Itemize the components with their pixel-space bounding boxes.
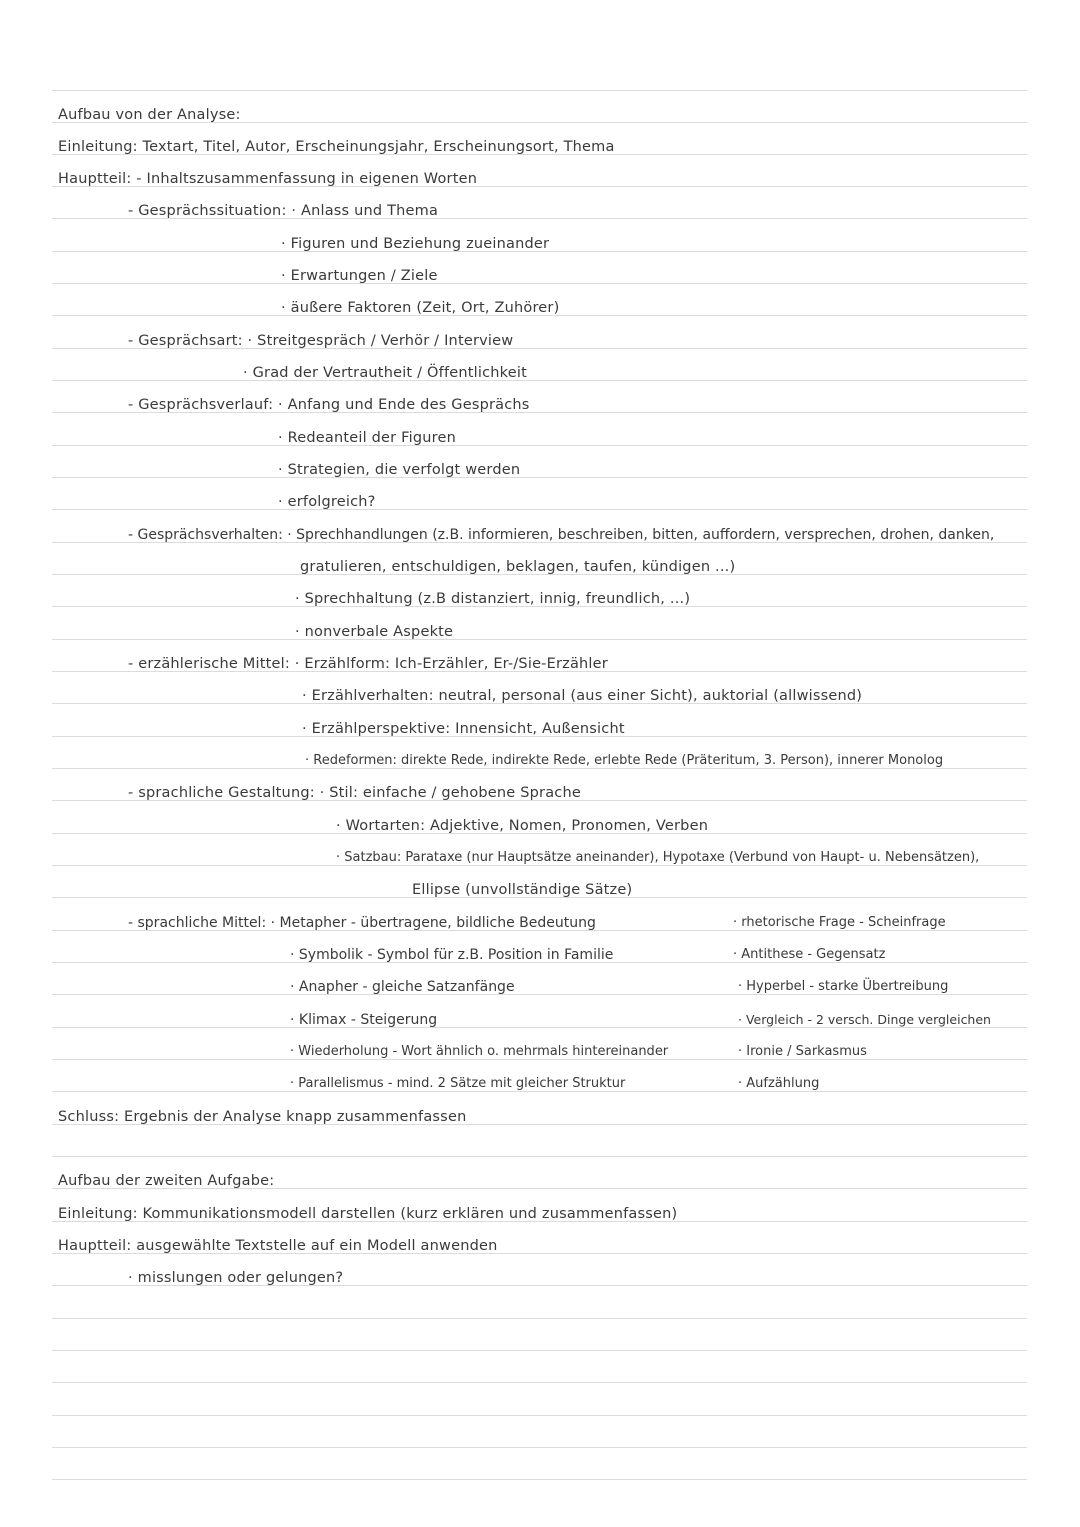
- list-item: · Erzählperspektive: Innensicht, Außensicht: [302, 721, 625, 737]
- gespraechssituation-label: - Gesprächssituation: · Anlass und Thema: [128, 203, 439, 219]
- list-item: · Grad der Vertrautheit / Öffentlichkeit: [243, 365, 527, 381]
- analysis-schluss: Schluss: Ergebnis der Analyse knapp zusammenfassen: [58, 1109, 467, 1125]
- rule-line: [52, 445, 1027, 446]
- rule-line: [52, 1447, 1027, 1448]
- rule-line: [52, 1318, 1027, 1319]
- second-task-einleitung: Einleitung: Kommunikationsmodell darstellen (kurz erklären und zusammenfassen): [58, 1206, 678, 1222]
- list-item: · Klimax - Steigerung: [290, 1012, 438, 1028]
- rule-line: [52, 90, 1027, 91]
- list-item: · Hyperbel - starke Übertreibung: [738, 979, 949, 994]
- erzaehlerische-mittel-label: - erzählerische Mittel: · Erzählform: Ich-Erzähler, Er-/Sie-Erzähler: [128, 656, 608, 672]
- list-item: · erfolgreich?: [278, 494, 376, 510]
- list-item: · Satzbau: Parataxe (nur Hauptsätze aneinander), Hypotaxe (Verbund von Haupt- u. Nebensätzen),: [336, 850, 980, 865]
- gespraechsart-label: - Gesprächsart: · Streitgespräch / Verhör / Interview: [128, 333, 514, 349]
- analysis-hauptteil: Hauptteil: - Inhaltszusammenfassung in eigenen Worten: [58, 171, 478, 187]
- list-item: · Parallelismus - mind. 2 Sätze mit gleicher Struktur: [290, 1076, 626, 1091]
- list-item: · Symbolik - Symbol für z.B. Position in Familie: [290, 947, 614, 963]
- sprachliche-gestaltung-label: - sprachliche Gestaltung: · Stil: einfache / gehobene Sprache: [128, 785, 581, 801]
- list-item: · Erzählverhalten: neutral, personal (aus einer Sicht), auktorial (allwissend): [302, 688, 863, 704]
- list-item: · Wortarten: Adjektive, Nomen, Pronomen, Verben: [336, 818, 709, 834]
- rule-line: [52, 1382, 1027, 1383]
- second-task-heading: Aufbau der zweiten Aufgabe:: [58, 1173, 275, 1189]
- list-item: · Ironie / Sarkasmus: [738, 1044, 867, 1059]
- list-item: · Wiederholung - Wort ähnlich o. mehrmals hintereinander: [290, 1044, 669, 1059]
- rule-line: [52, 509, 1027, 510]
- rule-line: [52, 283, 1027, 284]
- list-item: · Antithese - Gegensatz: [733, 947, 886, 962]
- analysis-heading: Aufbau von der Analyse:: [58, 107, 241, 123]
- list-item: · Redeanteil der Figuren: [278, 430, 456, 446]
- sprachliche-mittel-label: - sprachliche Mittel: · Metapher - übertragene, bildliche Bedeutung: [128, 915, 596, 931]
- list-item: · rhetorische Frage - Scheinfrage: [733, 915, 946, 930]
- second-task-hauptteil: Hauptteil: ausgewählte Textstelle auf ein Modell anwenden: [58, 1238, 498, 1254]
- rule-line: [52, 477, 1027, 478]
- rule-line: [52, 1415, 1027, 1416]
- list-item: · Aufzählung: [738, 1076, 820, 1091]
- list-item: · Sprechhaltung (z.B distanziert, innig, freundlich, ...): [295, 591, 691, 607]
- gespraechsverhalten-label: - Gesprächsverhalten: · Sprechhandlungen (z.B. informieren, beschreiben, bitten, auffordern, versprechen, drohen, danken,: [128, 527, 995, 543]
- rule-line: [52, 1156, 1027, 1157]
- list-item: · Vergleich - 2 versch. Dinge vergleichen: [738, 1012, 991, 1027]
- list-item: · Strategien, die verfolgt werden: [278, 462, 521, 478]
- list-item: · misslungen oder gelungen?: [128, 1270, 344, 1286]
- list-item: · Erwartungen / Ziele: [281, 268, 438, 284]
- list-item: · Figuren und Beziehung zueinander: [281, 236, 550, 252]
- rule-line: [52, 380, 1027, 381]
- analysis-einleitung: Einleitung: Textart, Titel, Autor, Erscheinungsjahr, Erscheinungsort, Thema: [58, 139, 615, 155]
- list-item: · Redeformen: direkte Rede, indirekte Rede, erlebte Rede (Präteritum, 3. Person), innerer Monolog: [305, 753, 944, 768]
- list-item: · nonverbale Aspekte: [295, 624, 454, 640]
- list-item: · äußere Faktoren (Zeit, Ort, Zuhörer): [281, 300, 560, 316]
- rule-line: [52, 1479, 1027, 1480]
- gespraechsverlauf-label: - Gesprächsverlauf: · Anfang und Ende des Gesprächs: [128, 397, 530, 413]
- list-item: · Anapher - gleiche Satzanfänge: [290, 979, 515, 995]
- rule-line: [52, 639, 1027, 640]
- rule-line: [52, 1350, 1027, 1351]
- list-item: gratulieren, entschuldigen, beklagen, taufen, kündigen ...): [300, 559, 736, 575]
- list-item: Ellipse (unvollständige Sätze): [412, 882, 633, 898]
